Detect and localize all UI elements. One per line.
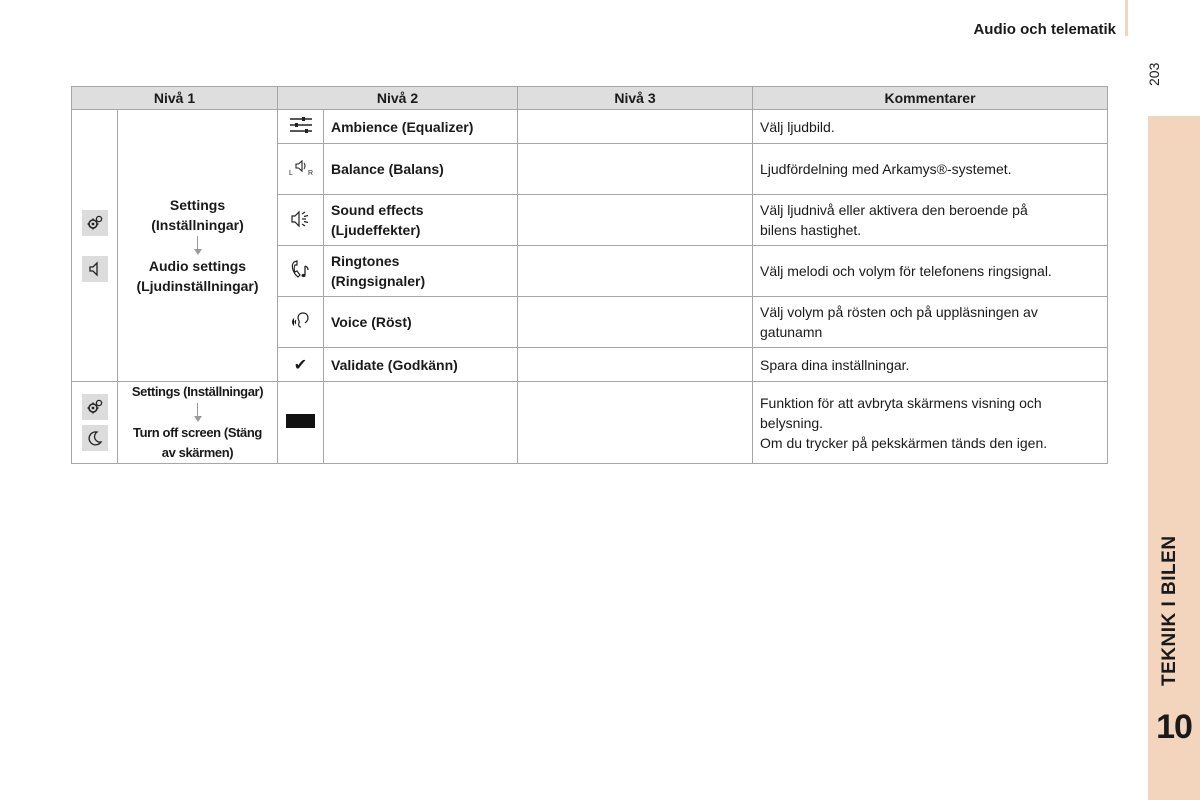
comment-line: bilens hastighet.	[760, 222, 862, 238]
table-row	[72, 382, 1108, 464]
comment-turn-off-screen	[753, 382, 1108, 464]
gear-icon	[82, 210, 108, 236]
comment-voice	[753, 297, 1108, 348]
equalizer-icon	[278, 110, 324, 144]
chapter-tab-label: TEKNIK I BILEN	[1159, 535, 1180, 686]
ringtones-label-sv: (Ringsignaler)	[331, 273, 426, 289]
comment-ambience: Välj ljudbild.	[753, 110, 1108, 144]
svg-text:R: R	[307, 169, 313, 177]
sound-effects-label-sv: (Ljudeffekter)	[331, 222, 421, 238]
comment-validate: Spara dina inställningar.	[753, 348, 1108, 382]
section-title: Audio och telematik	[973, 21, 1116, 38]
column-header-level2: Nivå 2	[278, 87, 518, 110]
arrow-down-icon	[122, 403, 273, 422]
level2-validate: Validate (Godkänn)	[324, 348, 518, 382]
moon-icon	[82, 425, 108, 451]
comment-line: Välj ljudnivå eller aktivera den beroende på	[760, 202, 1028, 218]
comment-line: Välj volym på rösten och på uppläsningen av	[760, 304, 1038, 320]
path-turn-off-screen-label: Turn off screen (Stäng	[133, 425, 262, 440]
chapter-side-tab	[1148, 116, 1200, 800]
level3-cell	[518, 110, 753, 144]
level2-voice: Voice (Röst)	[324, 297, 518, 348]
comment-line: Om du trycker på pekskärmen tänds den igen.	[760, 434, 1048, 451]
sound-effects-label: Sound effects	[331, 202, 424, 218]
comment-sound-effects	[753, 195, 1108, 246]
sound-effects-icon	[278, 195, 324, 246]
screen-off-icon	[278, 382, 324, 464]
path-settings-label-sv: (Inställningar)	[151, 217, 244, 233]
speaker-icon	[82, 256, 108, 282]
level1-icon-cell	[72, 382, 118, 464]
column-header-level1: Nivå 1	[72, 87, 278, 110]
level2-sound-effects	[324, 195, 518, 246]
arrow-down-icon	[122, 236, 273, 255]
table-header-row	[72, 87, 1108, 110]
top-divider	[1125, 0, 1128, 36]
checkmark-icon: ✔	[278, 348, 324, 382]
balance-icon	[278, 144, 324, 195]
ringtone-icon	[278, 246, 324, 297]
comment-line: gatunamn	[760, 324, 823, 340]
comment-line: Funktion för att avbryta skärmens visning och	[760, 394, 1042, 411]
comment-line: belysning.	[760, 414, 824, 431]
settings-menu-table	[71, 86, 1108, 464]
comment-ringtones: Välj melodi och volym för telefonens ringsignal.	[753, 246, 1108, 297]
table-row	[72, 110, 1108, 144]
svg-text:L: L	[288, 169, 293, 177]
chapter-number: 10	[1156, 708, 1192, 746]
level2-ambience: Ambience (Equalizer)	[324, 110, 518, 144]
voice-icon	[278, 297, 324, 348]
level2-balance: Balance (Balans)	[324, 144, 518, 195]
level3-cell	[518, 348, 753, 382]
level3-cell	[518, 144, 753, 195]
level3-cell	[518, 195, 753, 246]
level2-cell	[324, 382, 518, 464]
column-header-level3: Nivå 3	[518, 87, 753, 110]
path-settings-label: Settings (Inställningar)	[131, 384, 264, 399]
ringtones-label: Ringtones	[331, 253, 400, 269]
level1-icon-cell	[72, 110, 118, 382]
level2-ringtones	[324, 246, 518, 297]
column-header-comments: Kommentarer	[753, 87, 1108, 110]
level1-path-cell	[118, 110, 278, 382]
level3-cell	[518, 246, 753, 297]
path-audio-settings-label: Audio settings	[148, 258, 247, 274]
path-settings-label: Settings	[169, 197, 226, 213]
gear-icon	[82, 394, 108, 420]
comment-balance: Ljudfördelning med Arkamys®-systemet.	[753, 144, 1108, 195]
path-turn-off-screen-label-sv: av skärmen)	[161, 445, 234, 460]
page-number: 203	[1146, 62, 1162, 86]
path-audio-settings-label-sv: (Ljudinställningar)	[136, 278, 259, 294]
level3-cell	[518, 297, 753, 348]
level3-cell	[518, 382, 753, 464]
level1-path-cell	[118, 382, 278, 464]
